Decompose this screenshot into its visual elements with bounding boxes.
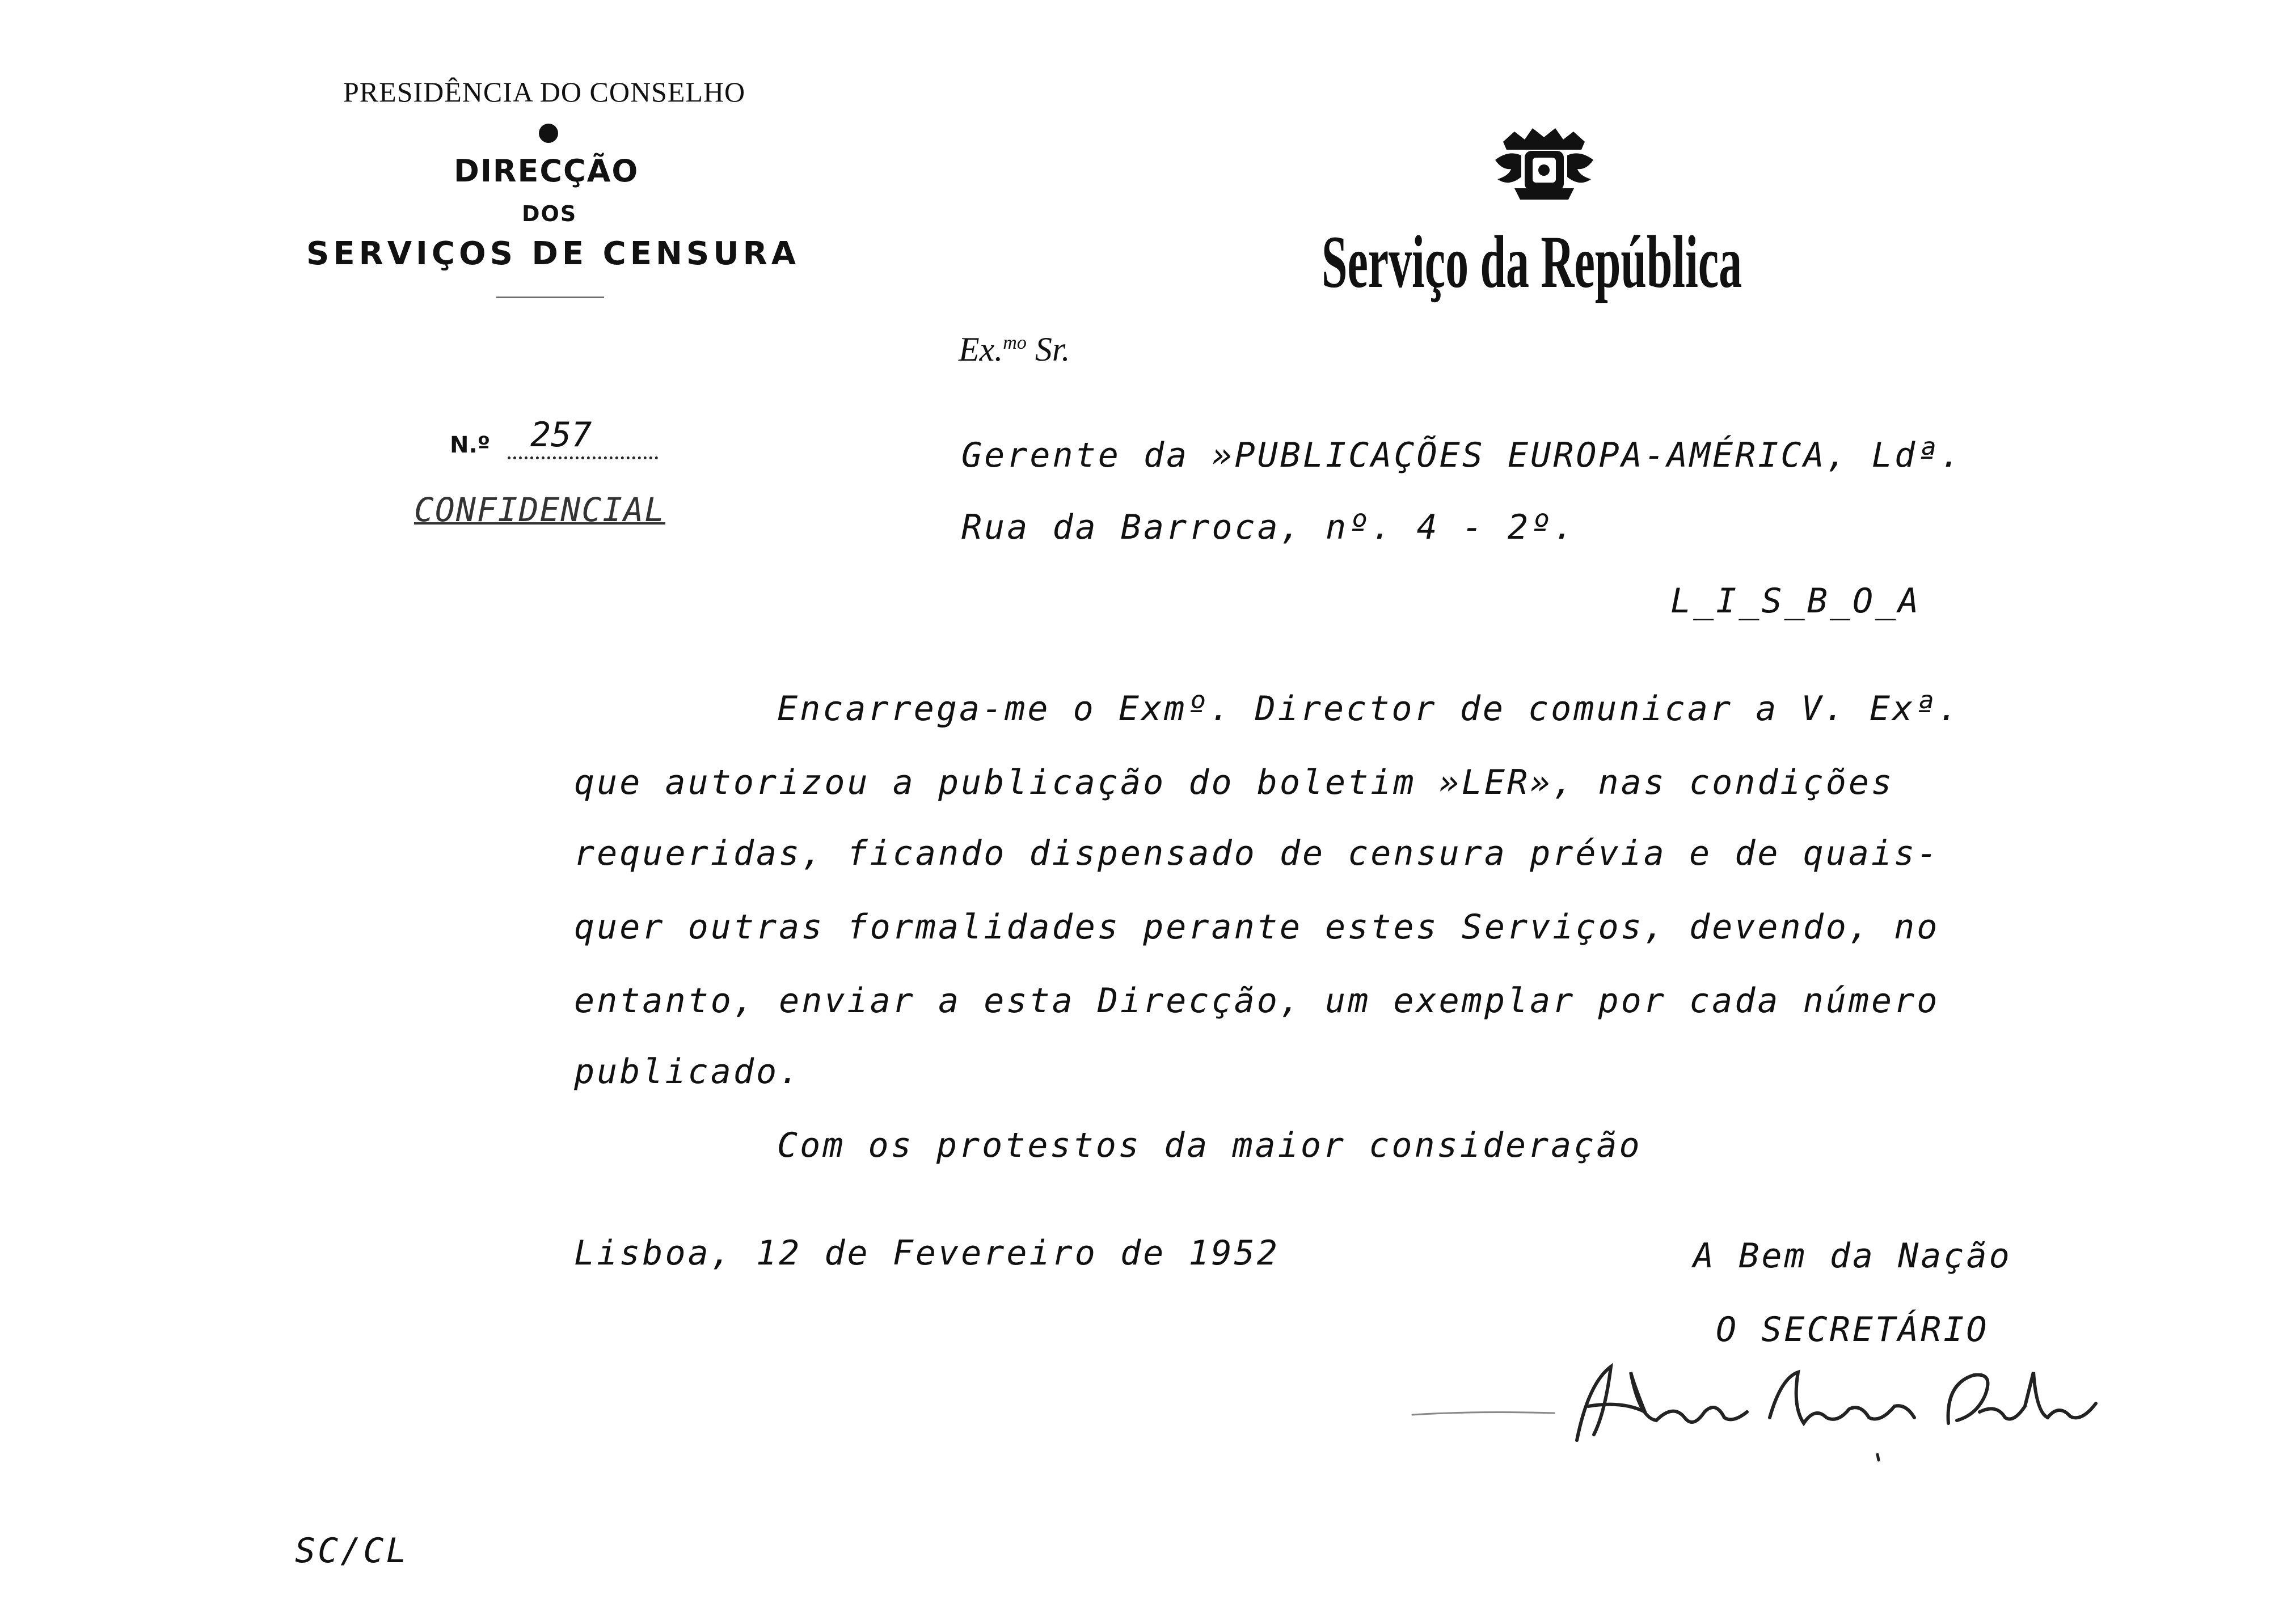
body-line-6: publicado. [574, 1052, 802, 1092]
republic-title: Serviço da República [1322, 220, 1742, 303]
classification-stamp: CONFIDENCIAL [414, 490, 666, 529]
letterhead-servicos-censura: SERVIÇOS DE CENSURA [306, 235, 800, 272]
signoff-title: O SECRETÁRIO [1716, 1310, 1989, 1350]
letter-date: Lisboa, 12 de Fevereiro de 1952 [574, 1233, 1280, 1273]
address-line-2: Rua da Barroca, nº. 4 - 2º. [961, 508, 1576, 547]
address-line-1: Gerente da »PUBLICAÇÕES EUROPA-AMÉRICA, Ldª. [961, 435, 1963, 475]
letterhead-dos: DOS [522, 201, 577, 226]
salutation-after: Sr. [1026, 331, 1070, 368]
letterhead-dot [539, 124, 558, 143]
signoff-motto: A Bem da Nação [1693, 1236, 2012, 1276]
closing-formula: Com os protestos da maior consideração [777, 1126, 1642, 1165]
letterhead-direccao: DIRECÇÃO [454, 153, 639, 189]
handwritten-signature [1407, 1350, 2110, 1463]
reference-number-label: N.º [450, 432, 491, 458]
address-city: L_I_S_B_O_A [1670, 581, 1921, 621]
salutation-superscript: mo [1003, 332, 1027, 353]
footer-reference: SC/CL [295, 1531, 409, 1571]
body-line-1: Encarrega-me o Exmº. Director de comunicar a V. Exª. [777, 689, 1961, 729]
salutation [959, 330, 1070, 369]
body-line-2: que autorizou a publicação do boletim »LER», nas condições [574, 763, 1894, 802]
letterhead-presidencia: PRESIDÊNCIA DO CONSELHO [343, 76, 746, 108]
letterhead-rule [496, 297, 604, 298]
body-line-3: requeridas, ficando dispensado de censura prévia e de quais- [574, 834, 1940, 873]
body-line-4: quer outras formalidades perante estes Serviços, devendo, no [574, 907, 1940, 947]
coat-of-arms-icon [1492, 120, 1597, 202]
reference-number-value: 257 [508, 415, 658, 459]
salutation-text: Ex. [959, 331, 1003, 368]
body-line-5: entanto, enviar a esta Direcção, um exemplar por cada número [574, 981, 1940, 1021]
